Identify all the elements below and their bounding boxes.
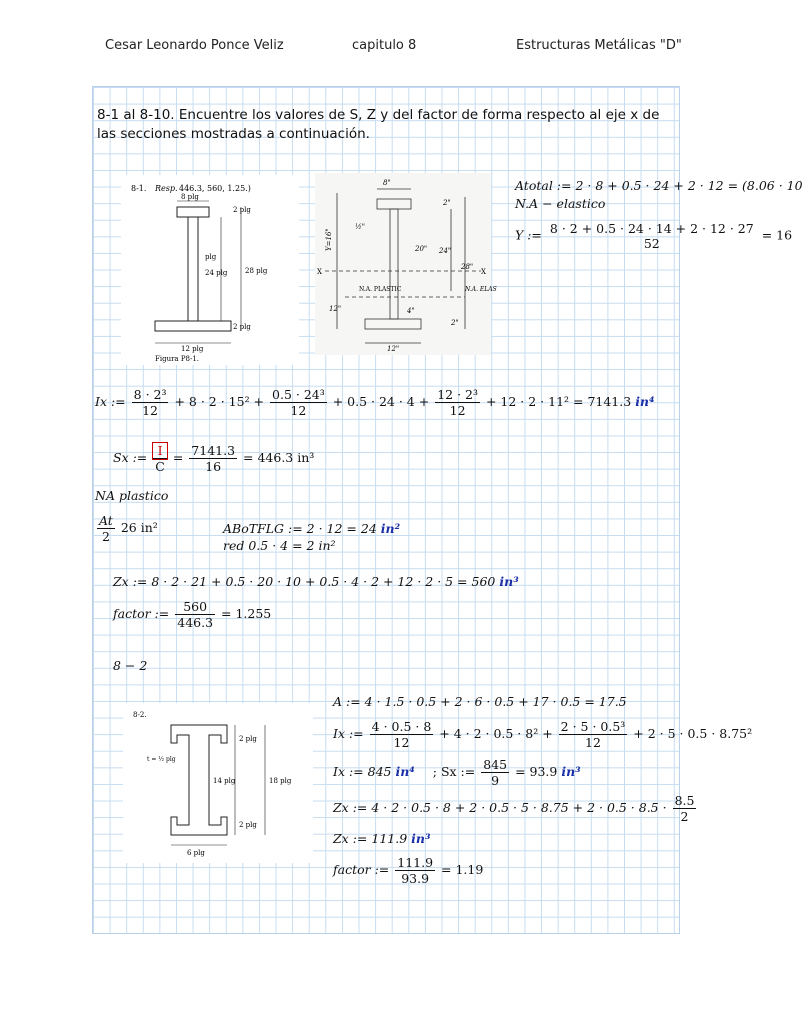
header-course: Estructuras Metálicas "D" [516, 38, 682, 53]
fig82-web: 14 plg [213, 777, 236, 785]
header-chapter: capitulo 8 [352, 38, 417, 53]
fig82-total: 18 plg [269, 777, 292, 785]
sketch-web-20: 20" [415, 245, 428, 253]
sketch-d12: 12" [329, 305, 342, 313]
figure-8-2 [123, 703, 313, 863]
sketch-top-dim: 8" [383, 179, 391, 187]
calc2-ix: Ix := $\frac{4 \cdot 0.5 \cdot 8}{12}$ + 4 · 2 · 0.5 · 8² + $\frac{\text{2 · 5 · 0.5³}}{12}$ + 2 · 5 · 0.5 · 8.75² [333, 719, 753, 750]
fig81-top-flange: 8 plg [181, 193, 199, 201]
sketch-figure [315, 173, 497, 355]
calc2-factor: factor := $\frac{111.9}{93.9}$ = 1.19 [333, 855, 484, 886]
fig81-resp-label: Resp. [155, 184, 178, 193]
grid-sheet [92, 86, 803, 934]
calc2-zx-val: Zx := 111.9 in³ [333, 831, 431, 846]
fig81-figure-label: Figura P8-1. [155, 355, 200, 363]
fig82-caption: 8-2. [133, 711, 147, 719]
sketch-x-left: X [317, 268, 322, 276]
calc1-atotal: Atotal := 2 · 8 + 0.5 · 24 + 2 · 12 = (8.06 · 10 [515, 178, 803, 193]
section2-title: 8 − 2 [113, 658, 148, 673]
fig81-caption: 8-1. [131, 184, 147, 193]
fig81-flange-thk-bot: 2 plg [233, 323, 251, 331]
fig81-web-thk: plg [205, 253, 217, 261]
calc1-at: $\frac{At}{2}$ 26 in² [99, 513, 158, 544]
calc1-factor: factor := $\frac{560}{446.3}$ = 1.255 [113, 599, 272, 630]
fig82-width: 6 plg [187, 849, 205, 857]
fig81-bottom-flange: 12 plg [181, 345, 204, 353]
calc1-y: Y := 8 · 2 + 0.5 · 24 · 14 + 2 · 12 · 27 52 = 16 [515, 221, 793, 251]
calc2-ix-sx: Ix := 845 in⁴ ; Sx := $\frac{845}{9}$ = 93.9 in³ [333, 757, 581, 788]
fig82-top-t: 2 plg [239, 735, 257, 743]
sketch-web-t: ½" [355, 223, 366, 231]
sketch-total: 28" [461, 263, 474, 271]
calc1-na-elastic: N.A − elastico [515, 196, 606, 211]
fig81-resp-values: 446.3, 560, 1.25.) [179, 184, 251, 193]
problem-statement: 8-1 al 8-10. Encuentre los valores de S, Z y del factor de forma respecto al eje x de las secciones mostradas a continuación. [97, 107, 660, 142]
sketch-np-label: N.A. PLASTIC [359, 286, 402, 293]
fig82-t-label: t = ½ plg [147, 756, 176, 763]
calc2-area: A := 4 · 1.5 · 0.5 + 2 · 6 · 0.5 + 17 · 0.5 = 17.5 [333, 694, 627, 709]
calc1-zx: Zx := 8 · 2 · 21 + 0.5 · 20 · 10 + 0.5 · 4 · 2 + 12 · 2 · 5 = 560 in³ [113, 574, 519, 589]
sketch-d4: 4" [407, 307, 415, 315]
calc2-zx: Zx := 4 · 2 · 0.5 · 8 + 2 · 0.5 · 5 · 8.75 + 2 · 0.5 · 8.5 · $\frac{8.5}{2}$ [333, 793, 695, 824]
sketch-t-top: 2" [443, 199, 451, 207]
figure-8-1 [121, 175, 299, 365]
fig81-total-height: 28 plg [245, 267, 268, 275]
calc1-ix: Ix := $\frac{\text{8 · 2³}}{12}$ + 8 · 2 · 15² + $\frac{\text{0.5 · 24³}}{12}$ + 0.5 · 24 · 4 + $\frac{\text{12 · 2³}}{12}$ + 12 · 2 · 11² = 7141.3 in⁴ [95, 387, 655, 418]
sketch-web-24: 24" [439, 247, 452, 255]
sketch-t-bot: 2" [451, 319, 459, 327]
fig81-web-height: 24 plg [205, 269, 228, 277]
calc1-red: red 0.5 · 4 = 2 in² [223, 538, 336, 553]
sketch-bot-dim: 12" [387, 345, 400, 353]
sketch-x-right: X [481, 268, 486, 276]
calc1-sx: Sx := $\frac{I}{C}$ = $\frac{7141.3}{16}$ = 446.3 in³ [113, 443, 315, 474]
fig81-flange-thk-top: 2 plg [233, 206, 251, 214]
sketch-na-elas: N.A. ELAS [465, 286, 497, 293]
sketch-y-label: Y=16" [325, 228, 333, 251]
calc1-na-plastic: NA plastico [95, 488, 169, 503]
calc1-abotflg: ABoTFLG := 2 · 12 = 24 in² [223, 521, 401, 536]
header-author: Cesar Leonardo Ponce Veliz [105, 38, 284, 53]
fig82-bot-t: 2 plg [239, 821, 257, 829]
